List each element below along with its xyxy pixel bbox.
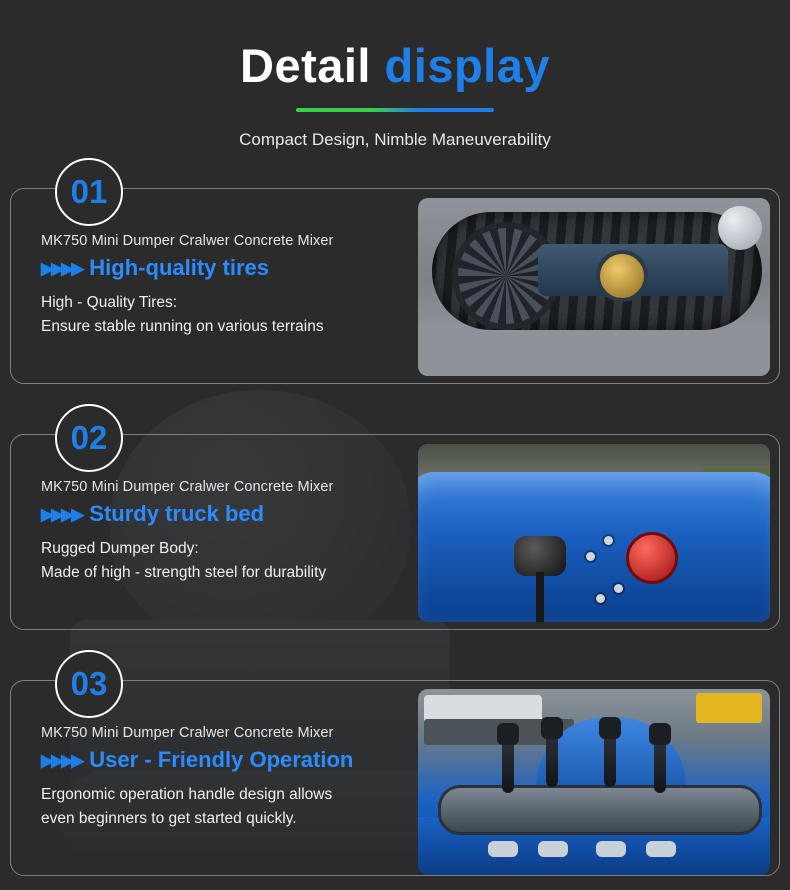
control-knob-stem — [536, 572, 544, 622]
feature-card-3 — [10, 680, 780, 876]
hood-bolt — [596, 594, 605, 603]
feature-card-1-desc-line-1: High - Quality Tires: — [41, 294, 178, 311]
blue-steel-hood — [418, 472, 770, 622]
idler-roller — [718, 206, 762, 250]
control-lever-grip — [541, 717, 563, 739]
lever-base-plate — [488, 841, 518, 857]
feature-card-1-desc-line-2: Ensure stable running on various terrains — [41, 318, 324, 336]
black-control-knob — [514, 536, 566, 576]
lever-base-plate — [538, 841, 568, 857]
feature-card-1-heading-row — [41, 255, 409, 281]
track-undercarriage-illustration — [418, 198, 770, 376]
background-yellow-machine — [696, 693, 762, 723]
feature-badge-03: 03 — [55, 650, 123, 718]
tensioner-hub — [596, 250, 648, 302]
lever-base-plate — [596, 841, 626, 857]
feature-card-2-heading-row — [41, 501, 409, 527]
feature-card-1-text — [41, 233, 409, 339]
feature-card-2-description — [41, 537, 409, 585]
feature-card-3-heading-row — [41, 747, 409, 773]
control-lever-grip — [649, 723, 671, 745]
feature-card-1-heading: High-quality tires — [89, 255, 269, 280]
feature-card-2-photo — [418, 444, 770, 622]
lever-base-plate — [646, 841, 676, 857]
engine-cover-illustration — [418, 444, 770, 622]
feature-card-1 — [10, 188, 780, 384]
handle-bar — [438, 785, 762, 835]
feature-card-3-description — [41, 783, 409, 831]
feature-card-2 — [10, 434, 780, 630]
page-title — [0, 40, 790, 92]
feature-card-2-model: MK750 Mini Dumper Cralwer Concrete Mixer — [41, 479, 334, 495]
page-title-part-1: Detail — [240, 39, 385, 92]
feature-card-2-heading: Sturdy truck bed — [89, 501, 265, 526]
feature-badge-01: 01 — [55, 158, 123, 226]
control-lever-grip — [497, 723, 519, 745]
feature-badge-02: 02 — [55, 404, 123, 472]
hood-bolt — [604, 536, 613, 545]
control-lever-grip — [599, 717, 621, 739]
control-levers-illustration — [418, 689, 770, 875]
chevrons-right-icon: ▶▶▶▶ — [41, 258, 82, 278]
feature-card-2-desc-line-1: Rugged Dumper Body: — [41, 540, 199, 557]
feature-card-3-desc-line-1: Ergonomic operation handle design allows — [41, 786, 333, 803]
page-subtitle: Compact Design, Nimble Maneuverability — [239, 130, 551, 149]
feature-card-1-description — [41, 291, 409, 339]
feature-card-2-text — [41, 479, 409, 585]
feature-card-1-model: MK750 Mini Dumper Cralwer Concrete Mixer — [41, 233, 334, 249]
red-emergency-knob — [626, 532, 678, 584]
page-title-part-2: display — [384, 39, 550, 92]
feature-card-3-model: MK750 Mini Dumper Cralwer Concrete Mixer — [41, 725, 334, 741]
asphalt-ground — [418, 324, 770, 376]
title-underline-rule — [296, 108, 494, 112]
feature-card-3-text — [41, 725, 409, 831]
feature-card-3-heading: User - Friendly Operation — [89, 747, 354, 772]
hood-bolt — [614, 584, 623, 593]
chevrons-right-icon: ▶▶▶▶ — [41, 750, 82, 770]
feature-card-2-desc-line-2: Made of high - strength steel for durability — [41, 564, 327, 582]
feature-card-1-photo — [418, 198, 770, 376]
feature-card-3-photo — [418, 689, 770, 875]
chevrons-right-icon: ▶▶▶▶ — [41, 504, 82, 524]
feature-card-3-desc-line-2: even beginners to get started quickly. — [41, 810, 297, 828]
hood-bolt — [586, 552, 595, 561]
